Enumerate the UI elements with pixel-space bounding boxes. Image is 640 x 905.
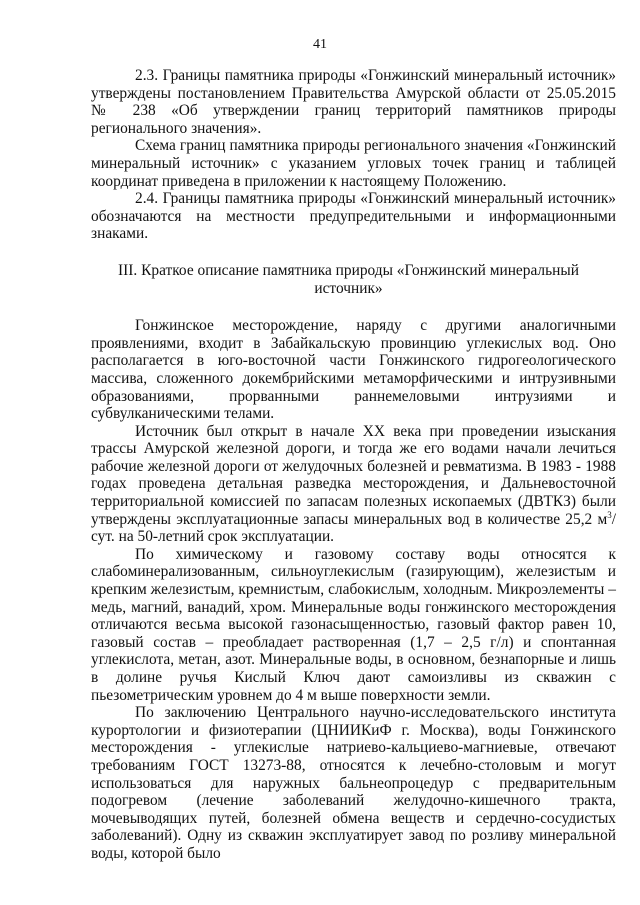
paragraph-2-3: 2.3. Границы памятника природы «Гонжинский минеральный источник» утверждены постановлением Правительства Амурской области от 25.05.2015 № 238 «Об утверждении границ территорий памятников природы регионального значения». <box>91 67 616 137</box>
paragraph-deposit: Гонжинское месторождение, наряду с другими аналогичными проявлениями, входит в Забайкальскую провинцию углекислых вод. Оно располагается в юго-восточной части Гонжинского гидрогеологического массива, сложенного докембрийскими метаморфическими и интрузивными образованиями, прорванными раннемеловыми интрузиями и субвулканическими телами. <box>91 317 616 423</box>
paragraph-conclusion: По заключению Центрального научно-исследовательского института курортологии и физиотерапии (ЦНИИКиФ г. Москва), воды Гонжинского месторождения - углекислые натриево-кальциево-магниевые, отвечают требованиям ГОСТ 13273-88, относятся к лечебно-столовым и могут использоваться для наружных бальнеопроцедур с предварительным подогревом (лечение заболеваний желудочно-кишечного тракта, мочевыводящих путей, болезней обмена веществ и сердечно-сосудистых заболеваний). Одну из скважин эксплуатирует завод по розливу минеральной воды, которой было <box>91 704 616 862</box>
document-body <box>91 67 616 863</box>
paragraph-scheme: Схема границ памятника природы регионального значения «Гонжинский минеральный источник» с указанием угловых точек границ и таблицей координат приведена в приложении к настоящему Положению. <box>91 137 616 190</box>
page-number: 41 <box>313 37 327 52</box>
paragraph-history <box>91 423 616 546</box>
cubic-superscript: 3 <box>607 509 612 520</box>
paragraph-2-4: 2.4. Границы памятника природы «Гонжинский минеральный источник» обозначаются на местности предупредительными и информационными знаками. <box>91 190 616 243</box>
section-heading: III. Краткое описание памятника природы «Гонжинский минеральный источник» <box>118 261 579 297</box>
history-text: Источник был открыт в начале XX века при проведении изыскания трассы Амурской железной дороги, и тогда же его водами начали лечиться рабочие железной дороги от желудочных болезней и ревматизма. В 1983 - 1988 годах проведена детальная разведка месторождения, и Дальневосточной территориальной комиссией по запасам полезных ископаемых (ДВТКЗ) были утверждены эксплуатационные запасы минеральных вод в количестве 25,2 м <box>91 422 616 528</box>
paragraph-composition: По химическому и газовому составу воды относятся к слабоминерализованным, сильноуглекислым (газирующим), железистым и крепким железистым, кремнистым, слабокислым, холодным. Микроэлементы – медь, магний, ванадий, хром. Минеральные воды гонжинского месторождения отличаются весьма высокой газонасыщенностью, газовый фактор равен 10, газовый состав – преобладает растворенная (1,7 – 2,5 г/л) и спонтанная углекислота, метан, азот. Минеральные воды, в основном, безнапорные и лишь в долине ручья Кислый Ключ дают самоизливы из скважин с пьезометрическим уровнем до 4 м выше поверхности земли. <box>91 545 616 704</box>
history-text-end: /сут. на 50-летний срок эксплуатации. <box>91 510 616 546</box>
